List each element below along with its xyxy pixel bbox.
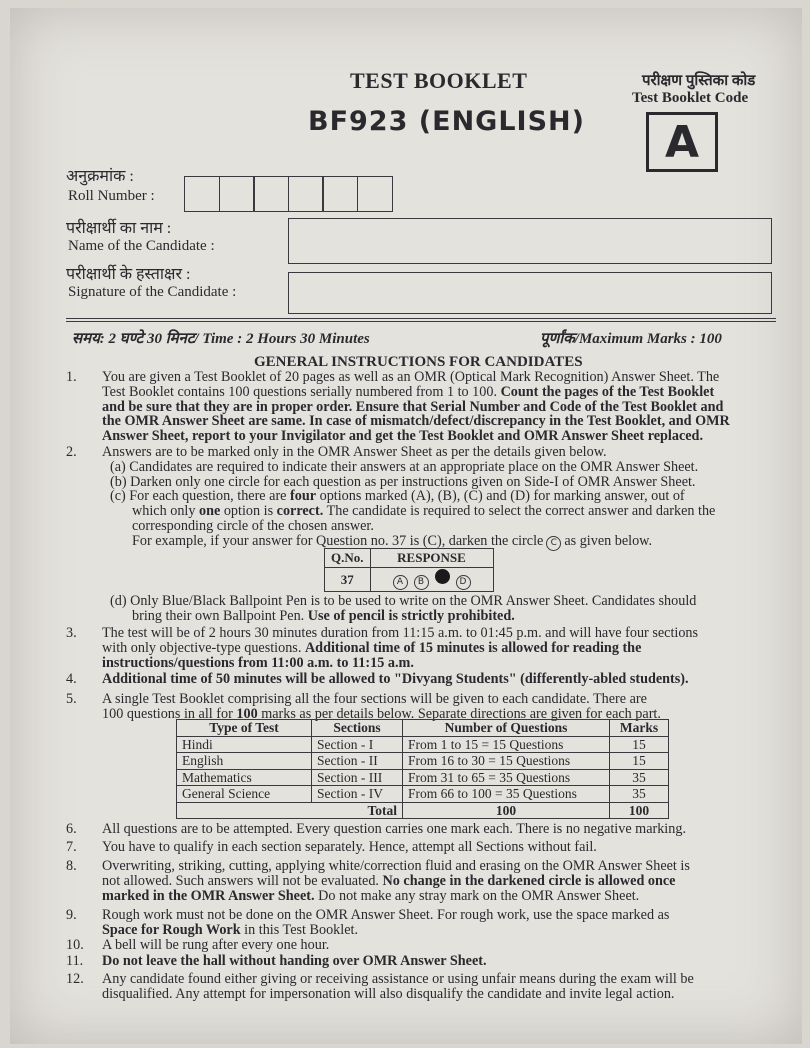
table-header-row bbox=[177, 720, 669, 737]
divider bbox=[66, 318, 776, 319]
instruction-10: A bell will be rung after every one hour. bbox=[102, 937, 330, 953]
bold-text: four bbox=[290, 488, 317, 505]
text-span: with only objective-type questions. bbox=[102, 639, 302, 656]
code-label-english: Test Booklet Code bbox=[632, 90, 749, 106]
table-row bbox=[177, 769, 669, 786]
response-example-table bbox=[324, 548, 494, 592]
table-header: Marks bbox=[610, 720, 669, 737]
table-cell: From 16 to 30 = 15 Questions bbox=[403, 753, 610, 770]
table-header: Q.No. bbox=[325, 549, 371, 568]
item-number: 6. bbox=[66, 821, 77, 837]
table-row bbox=[177, 736, 669, 753]
text-span: bring their own Ballpoint Pen. bbox=[132, 607, 305, 624]
instruction-line: the OMR Answer Sheet are same. In case of mismatch/defect/discrepancy in the Test Booklet, and OMR bbox=[102, 413, 730, 430]
bold-text: Space for Rough Work bbox=[102, 921, 241, 938]
text-span: options marked (A), (B), (C) and (D) for marking answer, out of bbox=[319, 488, 685, 505]
instruction-3 bbox=[102, 626, 792, 670]
text-span: Do not make any stray mark on the OMR Answer Sheet. bbox=[318, 887, 640, 904]
time-info: समय: 2 घण्टे 30 मिनट/ Time : 2 Hours 30 Minutes bbox=[72, 331, 370, 347]
instruction-11: Do not leave the hall without handing over OMR Answer Sheet. bbox=[102, 953, 487, 969]
table-cell: Section - I bbox=[312, 736, 403, 753]
instruction-line: The test will be of 2 hours 30 minutes duration from 11:15 a.m. to 01:45 p.m. and will have four sections bbox=[102, 625, 699, 641]
instruction-line: (b) Darken only one circle for each question as per instructions given on Side-I of OMR Answer Sheet. bbox=[110, 473, 696, 490]
instruction-2 bbox=[102, 445, 792, 551]
instruction-9 bbox=[102, 908, 792, 938]
table-cell: Section - IV bbox=[312, 786, 403, 803]
table-cell: Mathematics bbox=[177, 769, 312, 786]
bubble-b-icon: B bbox=[414, 575, 429, 590]
instruction-7: You have to qualify in each section separately. Hence, attempt all Sections without fail. bbox=[102, 839, 597, 855]
instruction-line bbox=[102, 889, 792, 904]
table-cell: English bbox=[177, 753, 312, 770]
text-span: not allowed. Such answers will not be evaluated. bbox=[102, 872, 379, 889]
instruction-line: (a) Candidates are required to indicate their answers at an appropriate place on the OMR Answer Sheet. bbox=[110, 458, 699, 475]
table-cell: 35 bbox=[610, 786, 669, 803]
roll-digit-box[interactable] bbox=[184, 176, 220, 212]
booklet-title: TEST BOOKLET bbox=[350, 68, 528, 93]
bold-text: 100 bbox=[236, 705, 258, 722]
table-header: Sections bbox=[312, 720, 403, 737]
bubble-a-icon: A bbox=[393, 575, 408, 590]
instruction-line: Answer Sheet, report to your Invigilator and get the Test Booklet and OMR Answer Sheet replaced. bbox=[102, 428, 703, 445]
bold-text: Count the pages of the Test Booklet bbox=[500, 383, 715, 400]
candidate-signature-field[interactable] bbox=[288, 272, 772, 314]
text-span: marks as per details below. Separate directions are given for each part. bbox=[261, 705, 661, 722]
table-cell: 15 bbox=[610, 736, 669, 753]
instruction-1 bbox=[102, 370, 792, 444]
item-number: 12. bbox=[66, 971, 84, 987]
instruction-line bbox=[110, 609, 790, 624]
instruction-line: Overwriting, striking, cutting, applying white/correction fluid and erasing on the OMR Answer Sheet is bbox=[102, 858, 690, 874]
candidate-name-field[interactable] bbox=[288, 218, 772, 264]
item-number: 4. bbox=[66, 671, 77, 687]
text-span: (c) For each question, there are bbox=[110, 488, 287, 505]
signature-label-hindi: परीक्षार्थी के हस्ताक्षर : bbox=[66, 266, 191, 283]
roll-label-english: Roll Number : bbox=[68, 188, 155, 204]
text-span: which only bbox=[132, 503, 196, 520]
instructions-heading: GENERAL INSTRUCTIONS FOR CANDIDATES bbox=[254, 354, 583, 370]
text-span: as given below. bbox=[564, 532, 653, 549]
roll-label-hindi: अनुक्रमांक : bbox=[66, 168, 134, 185]
instruction-line: Rough work must not be done on the OMR Answer Sheet. For rough work, use the space marked as bbox=[102, 907, 670, 923]
circle-c-icon: C bbox=[546, 536, 561, 551]
response-bubbles bbox=[370, 568, 493, 592]
table-cell: Section - III bbox=[312, 769, 403, 786]
item-number: 2. bbox=[66, 444, 77, 460]
bold-text: Additional time of 15 minutes is allowed for reading the bbox=[304, 639, 642, 656]
text-span: in this Test Booklet. bbox=[244, 921, 358, 938]
item-number: 9. bbox=[66, 907, 77, 923]
text-span: For example, if your answer for Question no. 37 is (C), darken the circle bbox=[132, 532, 544, 549]
table-cell: From 1 to 15 = 15 Questions bbox=[403, 736, 610, 753]
table-header: Number of Questions bbox=[403, 720, 610, 737]
item-number: 5. bbox=[66, 691, 77, 707]
bold-text: one bbox=[199, 503, 221, 520]
table-cell: Total bbox=[177, 802, 403, 819]
item-number: 1. bbox=[66, 369, 77, 385]
instruction-line: You are given a Test Booklet of 20 pages as well as an OMR (Optical Mark Recognition) Answer Sheet. The bbox=[102, 369, 720, 385]
table-total-row bbox=[177, 802, 669, 819]
divider bbox=[66, 321, 776, 322]
instruction-2d bbox=[110, 594, 790, 624]
table-cell: From 31 to 65 = 35 Questions bbox=[403, 769, 610, 786]
roll-digit-box[interactable] bbox=[219, 176, 255, 212]
booklet-code-box: A bbox=[646, 112, 718, 172]
booklet-name: BF923 (ENGLISH) bbox=[308, 106, 585, 137]
instruction-line: (d) Only Blue/Black Ballpoint Pen is to be used to write on the OMR Answer Sheet. Candidates should bbox=[110, 593, 697, 609]
text-span: Test Booklet contains 100 questions serially numbered from 1 to 100. bbox=[102, 383, 498, 400]
instruction-line bbox=[102, 923, 792, 938]
text-span: The candidate is required to select the correct answer and darken the bbox=[326, 503, 716, 520]
instruction-line bbox=[102, 641, 792, 656]
table-cell: 37 bbox=[325, 568, 371, 592]
instruction-4: Additional time of 50 minutes will be allowed to "Divyang Students" (differently-abled students). bbox=[102, 671, 689, 687]
item-number: 8. bbox=[66, 858, 77, 874]
table-cell: 100 bbox=[403, 802, 610, 819]
roll-digit-box[interactable] bbox=[322, 176, 358, 212]
name-label-english: Name of the Candidate : bbox=[68, 238, 215, 254]
code-label-hindi: परीक्षण पुस्तिका कोड bbox=[642, 73, 756, 89]
table-cell: Section - II bbox=[312, 753, 403, 770]
item-number: 11. bbox=[66, 953, 84, 969]
roll-number-field[interactable] bbox=[184, 176, 391, 212]
bold-text: No change in the darkened circle is allowed once bbox=[382, 872, 676, 889]
table-cell: 100 bbox=[610, 802, 669, 819]
instruction-8 bbox=[102, 859, 792, 903]
instruction-line: A single Test Booklet comprising all the four sections will be given to each candidate. There are bbox=[102, 691, 647, 707]
table-cell: Hindi bbox=[177, 736, 312, 753]
exam-booklet-page bbox=[10, 8, 802, 1044]
table-row bbox=[177, 786, 669, 803]
bubble-filled-icon bbox=[435, 569, 450, 584]
max-marks-info: पूर्णांक/Maximum Marks : 100 bbox=[540, 331, 722, 347]
instruction-line bbox=[102, 874, 792, 889]
item-number: 10. bbox=[66, 937, 84, 953]
roll-digit-box[interactable] bbox=[253, 176, 289, 212]
instruction-line bbox=[102, 489, 792, 504]
bold-text: correct. bbox=[276, 503, 324, 520]
instruction-line: disqualified. Any attempt for impersonation will also disqualify the candidate and invite legal action. bbox=[102, 985, 675, 1002]
item-number: 3. bbox=[66, 625, 77, 641]
table-cell: From 66 to 100 = 35 Questions bbox=[403, 786, 610, 803]
instruction-12 bbox=[102, 972, 792, 1002]
name-label-hindi: परीक्षार्थी का नाम : bbox=[66, 220, 172, 237]
instruction-line bbox=[102, 504, 792, 519]
text-span: option is bbox=[223, 503, 274, 520]
table-header: Type of Test bbox=[177, 720, 312, 737]
bold-text: Use of pencil is strictly prohibited. bbox=[307, 607, 515, 624]
instruction-line: Answers are to be marked only in the OMR Answer Sheet as per the details given below. bbox=[102, 444, 607, 460]
roll-digit-box[interactable] bbox=[288, 176, 324, 212]
signature-label-english: Signature of the Candidate : bbox=[68, 284, 237, 300]
instruction-line: corresponding circle of the chosen answer. bbox=[132, 517, 374, 534]
instruction-line: Any candidate found either giving or receiving assistance or using unfair means during the exam will be bbox=[102, 971, 694, 987]
instruction-6: All questions are to be attempted. Every question carries one mark each. There is no negative marking. bbox=[102, 821, 686, 837]
instruction-line bbox=[102, 385, 792, 400]
sections-table bbox=[176, 719, 669, 819]
item-number: 7. bbox=[66, 839, 77, 855]
instruction-line: instructions/questions from 11:00 a.m. to 11:15 a.m. bbox=[102, 654, 414, 671]
bubble-d-icon: D bbox=[456, 575, 471, 590]
bold-text: marked in the OMR Answer Sheet. bbox=[102, 887, 315, 904]
table-cell: General Science bbox=[177, 786, 312, 803]
instruction-line: and be sure that they are in proper order. Ensure that Serial Number and Code of the Test Booklet and bbox=[102, 398, 724, 415]
table-cell: 35 bbox=[610, 769, 669, 786]
roll-digit-box[interactable] bbox=[357, 176, 393, 212]
text-span: 100 questions in all for bbox=[102, 705, 233, 722]
instruction-5 bbox=[102, 692, 792, 722]
table-header: RESPONSE bbox=[370, 549, 493, 568]
table-row bbox=[177, 753, 669, 770]
table-cell: 15 bbox=[610, 753, 669, 770]
